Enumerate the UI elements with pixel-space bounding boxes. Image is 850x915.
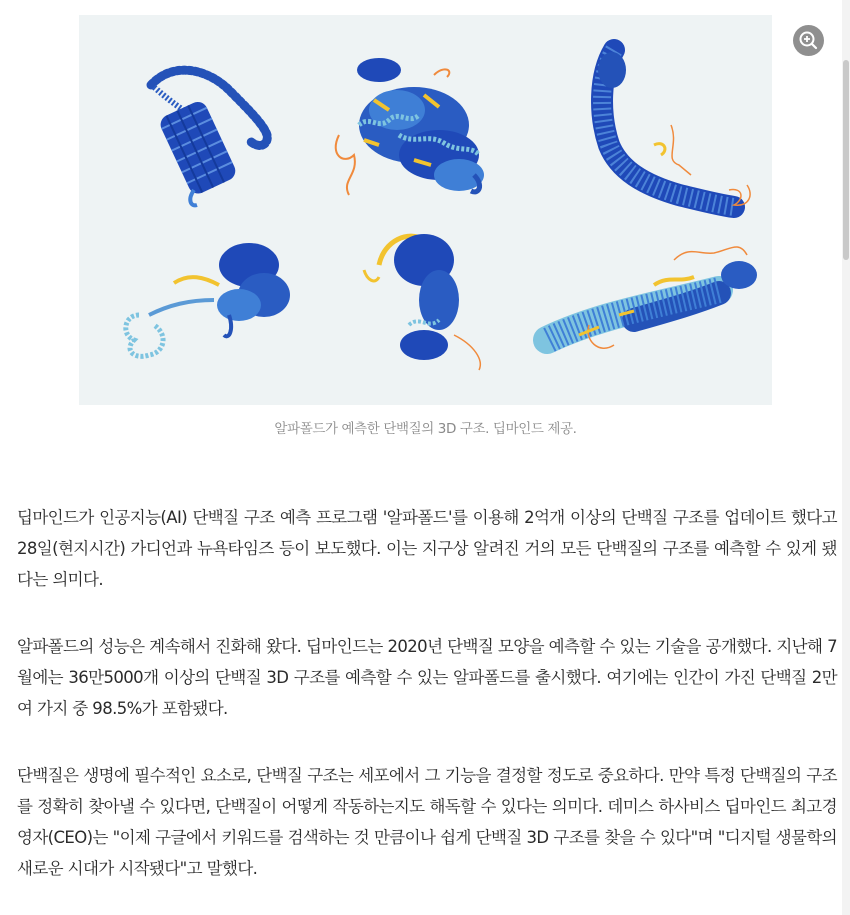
scrollbar-thumb[interactable]: [843, 60, 849, 260]
figure-caption: 알파폴드가 예측한 단백질의 3D 구조. 딥마인드 제공.: [274, 421, 577, 437]
page-scrollbar[interactable]: [842, 0, 850, 915]
article-paragraph-1: 딥마인드가 인공지능(AI) 단백질 구조 예측 프로그램 '알파폴드'를 이용해 2억개 이상의 단백질 구조를 업데이트 했다고 28일(현지시간) 가디언과 뉴욕타임즈 등이 보도했다. 이는 지구상 알려진 거의 모든 단백질의 구조를 예측할 수 있게 됐다는 의미다.: [17, 508, 837, 589]
protein-structures-figure: [79, 15, 772, 405]
article-paragraph-2: 알파폴드의 성능은 계속해서 진화해 왔다. 딥마인드는 2020년 단백질 모양을 예측할 수 있는 기술을 공개했다. 지난해 7월에는 36만5000개 이상의 단백질 3D 구조를 예측할 수 있는 알파폴드를 출시했다. 여기에는 인간이 가진 단백질 2만여 가지 중 98.5%가 포함됐다.: [17, 637, 837, 718]
zoom-in-icon: [793, 25, 824, 56]
zoom-in-button[interactable]: [793, 25, 824, 56]
article-paragraph-3: 단백질은 생명에 필수적인 요소로, 단백질 구조는 세포에서 그 기능을 결정할 정도로 중요하다. 만약 특정 단백질의 구조를 정확히 찾아낼 수 있다면, 단백질이 어떻게 작동하는지도 해독할 수 있다는 의미다. 데미스 하사비스 딥마인드 최고경영자(CEO)는 "이제 구글에서 키워드를 검색하는 것 만큼이나 쉽게 단백질 3D 구조를 찾을 수 있다"며 "디지털 생물학의 새로운 시대가 시작됐다"고 말했다.: [17, 766, 837, 878]
